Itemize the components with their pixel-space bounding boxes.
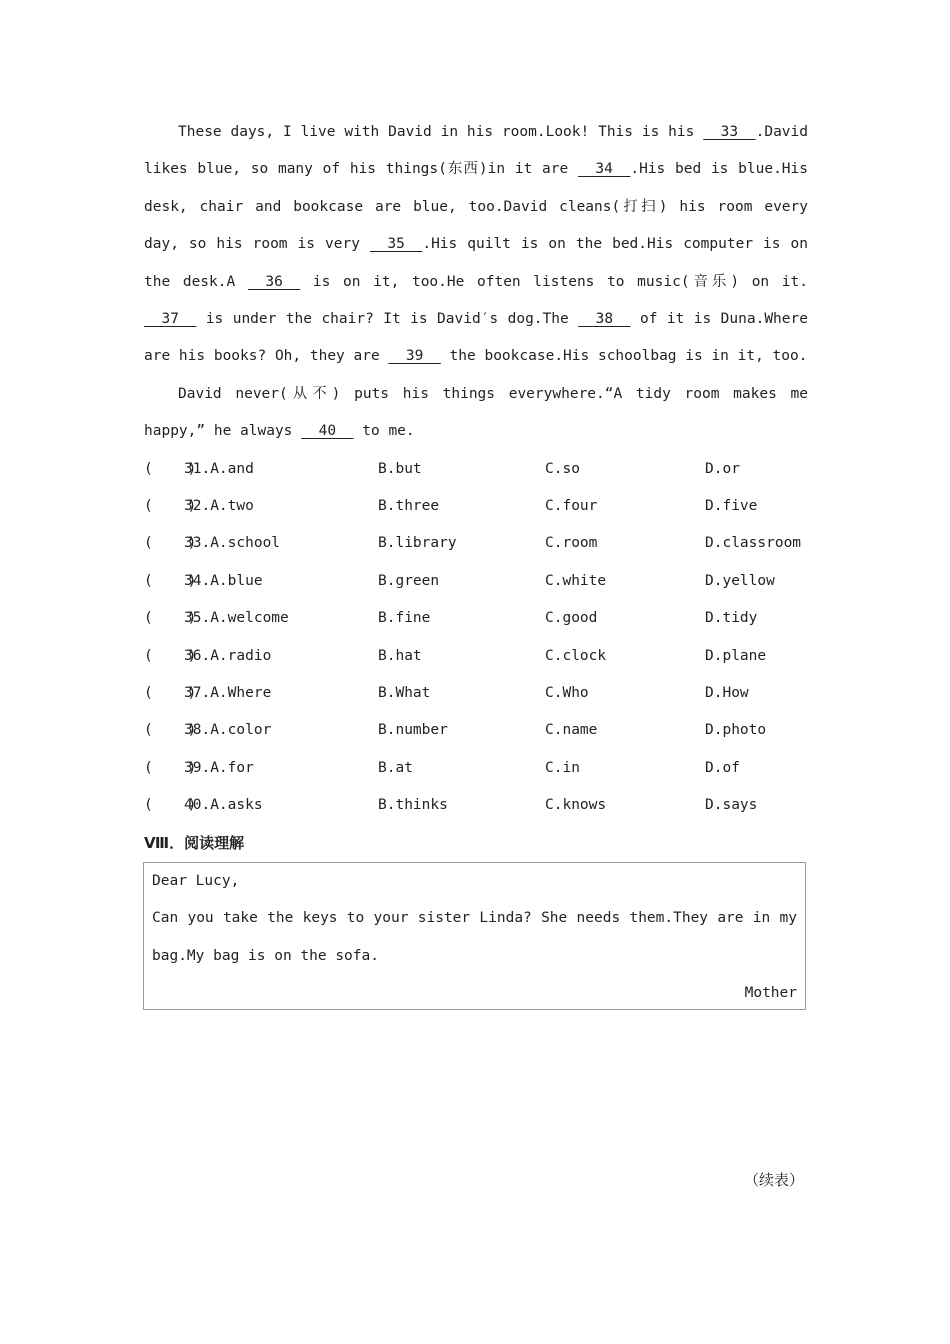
question-row (144, 712, 808, 749)
continued-label: （续表） (744, 1171, 805, 1189)
option-a: 40.A.asks (184, 797, 263, 814)
option-a: 38.A.color (184, 722, 272, 739)
answer-bracket: ( ) (144, 610, 197, 627)
option-c: C.room (545, 535, 598, 552)
reading-letter-box (143, 862, 806, 1010)
answer-bracket: ( ) (144, 797, 197, 814)
question-row (144, 525, 808, 562)
answer-bracket: ( ) (144, 460, 197, 477)
letter-greeting: Dear Lucy, (152, 873, 240, 889)
option-a: 35.A.welcome (184, 610, 289, 627)
question-row (144, 600, 808, 637)
option-b: B.at (378, 759, 413, 776)
option-a: 32.A.two (184, 498, 254, 515)
passage-text: .His bed is blue.His desk, chair and bookcase are blue, too.David cleans(打扫) his room every day, so his room is very (144, 161, 808, 253)
question-row (144, 488, 808, 525)
question-row (144, 563, 808, 600)
passage-text: .His quilt is on the bed.His computer is on the desk.A (144, 236, 808, 290)
option-c: C.good (545, 610, 598, 627)
option-a: 33.A.school (184, 535, 281, 552)
option-b: B.but (378, 460, 422, 477)
option-d: D.five (705, 498, 758, 515)
answer-blank: 33 (703, 124, 756, 140)
letter-body: Can you take the keys to your sister Linda? She needs them.They are in my bag.My bag is on the sofa. (152, 910, 797, 964)
option-c: C.clock (545, 647, 607, 664)
question-row (144, 451, 808, 488)
option-a: 39.A.for (184, 759, 254, 776)
answer-blank: 35 (369, 236, 423, 253)
option-c: C.so (545, 460, 580, 477)
option-c: C.four (545, 498, 598, 515)
option-a: 36.A.radio (184, 647, 272, 664)
answer-bracket: ( ) (144, 722, 197, 739)
answer-blank: 37 (144, 311, 197, 328)
question-row (144, 787, 808, 824)
option-c: C.knows (545, 797, 607, 814)
question-row (144, 638, 808, 675)
question-row (144, 750, 808, 787)
answer-blank: 36 (247, 273, 301, 290)
option-c: C.white (545, 572, 607, 589)
cloze-paragraph-2 (144, 376, 808, 451)
option-d: D.How (705, 685, 749, 701)
letter-signature: Mother (744, 985, 797, 1002)
option-b: B.thinks (378, 797, 448, 814)
answer-bracket: ( ) (144, 647, 197, 664)
passage-text: of it is Duna.Where are his books? Oh, they are (144, 311, 808, 365)
passage-text: These days, I live with David in his room.Look! This is his (178, 124, 704, 140)
option-d: D.or (705, 460, 740, 477)
cloze-paragraph-1 (144, 114, 808, 376)
option-b: B.library (378, 535, 457, 552)
option-a: 37.A.Where (184, 685, 272, 701)
option-a: 31.A.and (184, 460, 254, 477)
option-d: D.tidy (705, 610, 758, 627)
option-b: B.number (378, 722, 448, 739)
option-d: D.classroom (705, 535, 802, 552)
cloze-exercise (144, 114, 808, 825)
option-c: C.Who (545, 685, 589, 701)
answer-blank: 40 (301, 423, 354, 440)
passage-text: .David likes blue, so many of his things(东西)in it are (144, 124, 808, 178)
passage-text: to me. (353, 423, 415, 440)
option-b: B.What (378, 685, 431, 701)
option-a: 34.A.blue (184, 572, 263, 589)
option-b: B.fine (378, 610, 431, 627)
question-row (144, 675, 808, 712)
option-b: B.green (378, 572, 440, 589)
option-d: D.plane (705, 647, 767, 664)
answer-bracket: ( ) (144, 685, 197, 701)
answer-blank: 34 (577, 161, 631, 178)
section-title: Ⅷ．阅读理解 (144, 834, 245, 852)
option-d: D.yellow (705, 572, 775, 589)
passage-text: is under the chair? It is David′s dog.The (196, 311, 579, 328)
answer-bracket: ( ) (144, 759, 197, 776)
answer-bracket: ( ) (144, 572, 197, 589)
passage-text: David never(从不) puts his things everywhere.“A tidy room makes me happy,” he always (144, 385, 808, 440)
answer-bracket: ( ) (144, 535, 197, 552)
option-b: B.three (378, 498, 440, 515)
answer-blank: 38 (578, 311, 631, 328)
option-d: D.says (705, 797, 758, 814)
options-list (144, 451, 808, 825)
option-c: C.in (545, 759, 580, 776)
passage-text: the bookcase.His schoolbag is in it, too. (440, 348, 808, 365)
answer-blank: 39 (388, 348, 441, 365)
passage-text: is on it, too.He often listens to music(音乐) on it. (300, 273, 808, 290)
option-c: C.name (545, 722, 598, 739)
option-d: D.of (705, 759, 740, 776)
answer-bracket: ( ) (144, 498, 197, 515)
option-b: B.hat (378, 647, 422, 664)
option-d: D.photo (705, 722, 767, 739)
